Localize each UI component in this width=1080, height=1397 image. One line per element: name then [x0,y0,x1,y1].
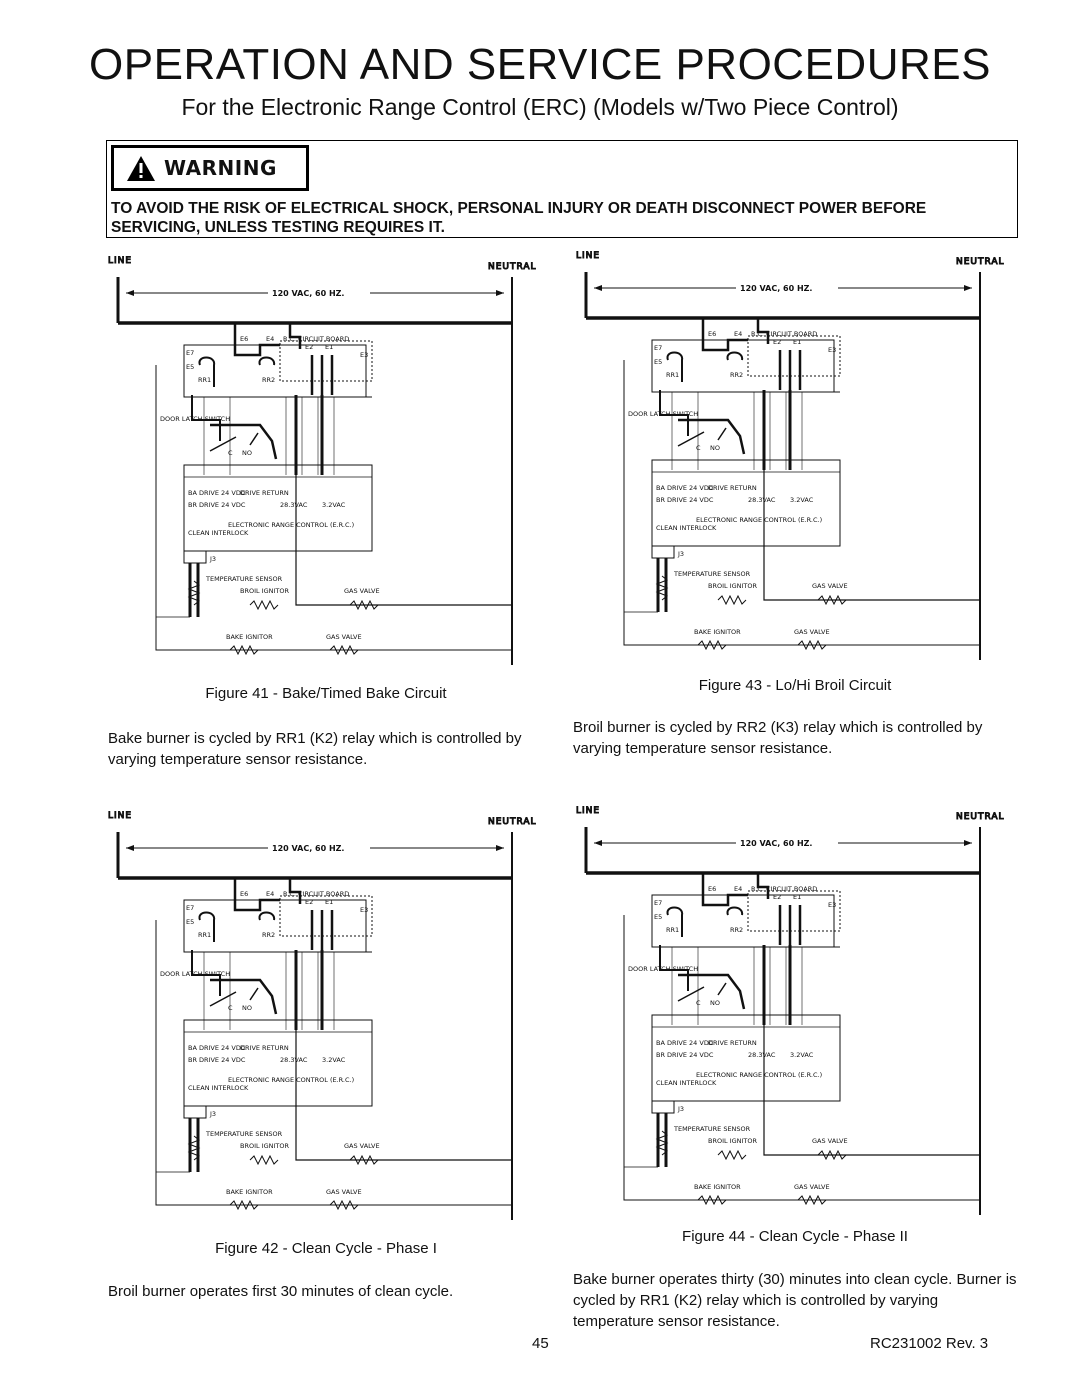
e1-label: E1 [325,343,334,351]
supply-label: 120 VAC, 60 HZ. [272,844,345,853]
figure-41-caption: Figure 41 - Bake/Timed Bake Circuit [205,685,447,702]
drive-return-label: DRIVE RETURN [708,1039,757,1047]
supply-label: 120 VAC, 60 HZ. [740,839,813,848]
rr2-label: RR2 [262,931,276,939]
gas-valve-label-2: GAS VALVE [326,633,362,641]
drive-return-label: DRIVE RETURN [240,1044,289,1052]
neutral-label: NEUTRAL [956,257,1005,267]
circuit-board-label: R.C. CIRCUIT BOARD [283,335,350,343]
line-label: LINE [576,251,601,261]
clean-interlock-label: CLEAN INTERLOCK [188,529,249,537]
e4-label: E4 [734,330,743,338]
v32-label: 3.2VAC [322,501,346,509]
broil-ignitor-label: BROIL IGNITOR [240,1142,290,1150]
clean-interlock-label: CLEAN INTERLOCK [656,524,717,532]
e5-label: E5 [654,913,663,921]
e1-label: E1 [793,893,802,901]
gas-valve-label: GAS VALVE [812,1137,848,1145]
v32-label: 3.2VAC [322,1056,346,1064]
supply-label: 120 VAC, 60 HZ. [272,289,345,298]
no-label: NO [242,449,252,457]
circuit-board-label: R.C. CIRCUIT BOARD [751,330,818,338]
j3-label: J3 [678,550,685,558]
j3-label: J3 [678,1105,685,1113]
door-latch-label: DOOR LATCH SWITCH [160,415,231,423]
e4-label: E4 [266,335,275,343]
e6-label: E6 [708,330,717,338]
circuit-board-label: R.C. CIRCUIT BOARD [283,890,350,898]
figure-42-diagram [100,800,540,1230]
br-drive-label: BR DRIVE 24 VDC [188,501,246,509]
bake-ignitor-label: BAKE IGNITOR [694,628,741,636]
bake-ignitor-label: BAKE IGNITOR [694,1183,741,1191]
e1-label: E1 [325,898,334,906]
e5-label: E5 [654,358,663,366]
br-drive-label: BR DRIVE 24 VDC [188,1056,246,1064]
figure-43-description: Broil burner is cycled by RR2 (K3) relay which is controlled by varying temperature sensor resistance. [573,719,983,757]
e7-label: E7 [186,904,195,912]
e3-label: E3 [828,346,837,354]
br-drive-label: BR DRIVE 24 VDC [656,496,714,504]
rr2-label: RR2 [262,376,276,384]
figure-44-description: Bake burner operates thirty (30) minutes into clean cycle. Burner is cycled by RR1 (K2) relay which is controlled by varying temperature sensor resistance. [573,1271,1017,1330]
c-label: C [696,444,701,452]
door-latch-label: DOOR LATCH SWITCH [160,970,231,978]
e3-label: E3 [360,906,369,914]
broil-ignitor-label: BROIL IGNITOR [708,582,758,590]
warning-box [106,140,1018,238]
e6-label: E6 [240,335,249,343]
e3-label: E3 [828,901,837,909]
v28-label: 28.3VAC [748,1051,776,1059]
gas-valve-label: GAS VALVE [344,1142,380,1150]
e5-label: E5 [186,918,195,926]
drive-return-label: DRIVE RETURN [240,489,289,497]
e4-label: E4 [266,890,275,898]
rr2-label: RR2 [730,371,744,379]
bake-ignitor-label: BAKE IGNITOR [226,1188,273,1196]
page-subtitle: For the Electronic Range Control (ERC) (Models w/Two Piece Control) [181,94,899,120]
no-label: NO [710,444,720,452]
temp-sensor-label: TEMPERATURE SENSOR [674,570,751,578]
page-title: OPERATION AND SERVICE PROCEDURES [89,40,991,89]
rr1-label: RR1 [666,371,680,379]
e2-label: E2 [305,898,314,906]
v28-label: 28.3VAC [280,501,308,509]
door-latch-label: DOOR LATCH SWITCH [628,410,699,418]
e2-label: E2 [305,343,314,351]
figure-44-caption: Figure 44 - Clean Cycle - Phase II [682,1228,908,1245]
warning-triangle-icon [126,155,156,182]
v28-label: 28.3VAC [280,1056,308,1064]
document-id: RC231002 Rev. 3 [870,1335,989,1352]
rr2-label: RR2 [730,926,744,934]
no-label: NO [242,1004,252,1012]
warning-text: TO AVOID THE RISK OF ELECTRICAL SHOCK, PERSONAL INJURY OR DEATH DISCONNECT POWER BEFORE SERVICING, UNLESS TESTING REQUIRES IT. [111,200,927,236]
page-number: 45 [532,1335,549,1352]
v28-label: 28.3VAC [748,496,776,504]
temp-sensor-label: TEMPERATURE SENSOR [674,1125,751,1133]
rr1-label: RR1 [198,931,212,939]
drive-return-label: DRIVE RETURN [708,484,757,492]
j3-label: J3 [210,555,217,563]
neutral-label: NEUTRAL [956,812,1005,822]
e7-label: E7 [654,899,663,907]
clean-interlock-label: CLEAN INTERLOCK [656,1079,717,1087]
gas-valve-label: GAS VALVE [344,587,380,595]
figure-43-diagram [568,240,1008,670]
warning-badge [111,145,309,191]
ba-drive-label: BA DRIVE 24 VDC [188,489,246,497]
figure-44-diagram [568,795,1008,1225]
figure-41-diagram [100,245,540,675]
wiring-schematic [100,800,540,1230]
v32-label: 3.2VAC [790,1051,814,1059]
erc-label: ELECTRONIC RANGE CONTROL (E.R.C.) [696,1071,823,1079]
gas-valve-label: GAS VALVE [812,582,848,590]
warning-badge-label: WARNING [164,156,277,180]
rr1-label: RR1 [666,926,680,934]
e1-label: E1 [793,338,802,346]
e7-label: E7 [186,349,195,357]
rr1-label: RR1 [198,376,212,384]
door-latch-label: DOOR LATCH SWITCH [628,965,699,973]
e2-label: E2 [773,893,782,901]
temp-sensor-label: TEMPERATURE SENSOR [206,1130,283,1138]
gas-valve-label-2: GAS VALVE [794,628,830,636]
figure-42-description: Broil burner operates first 30 minutes of clean cycle. [108,1283,454,1300]
e6-label: E6 [708,885,717,893]
line-label: LINE [108,811,133,821]
wiring-schematic [100,245,540,675]
line-label: LINE [576,806,601,816]
bake-ignitor-label: BAKE IGNITOR [226,633,273,641]
figure-43-caption: Figure 43 - Lo/Hi Broil Circuit [698,677,892,694]
c-label: C [228,449,233,457]
e7-label: E7 [654,344,663,352]
br-drive-label: BR DRIVE 24 VDC [656,1051,714,1059]
e3-label: E3 [360,351,369,359]
figure-41-description: Bake burner is cycled by RR1 (K2) relay which is controlled by varying temperature sensor resistance. [108,730,522,768]
wiring-schematic [568,240,1008,670]
figure-42-caption: Figure 42 - Clean Cycle - Phase I [215,1240,437,1257]
ba-drive-label: BA DRIVE 24 VDC [656,1039,714,1047]
no-label: NO [710,999,720,1007]
supply-label: 120 VAC, 60 HZ. [740,284,813,293]
neutral-label: NEUTRAL [488,817,537,827]
temp-sensor-label: TEMPERATURE SENSOR [206,575,283,583]
wiring-schematic [568,795,1008,1225]
circuit-board-label: R.C. CIRCUIT BOARD [751,885,818,893]
gas-valve-label-2: GAS VALVE [326,1188,362,1196]
v32-label: 3.2VAC [790,496,814,504]
broil-ignitor-label: BROIL IGNITOR [708,1137,758,1145]
ba-drive-label: BA DRIVE 24 VDC [188,1044,246,1052]
e5-label: E5 [186,363,195,371]
c-label: C [696,999,701,1007]
neutral-label: NEUTRAL [488,262,537,272]
c-label: C [228,1004,233,1012]
line-label: LINE [108,256,133,266]
e4-label: E4 [734,885,743,893]
clean-interlock-label: CLEAN INTERLOCK [188,1084,249,1092]
e2-label: E2 [773,338,782,346]
erc-label: ELECTRONIC RANGE CONTROL (E.R.C.) [228,1076,355,1084]
broil-ignitor-label: BROIL IGNITOR [240,587,290,595]
erc-label: ELECTRONIC RANGE CONTROL (E.R.C.) [696,516,823,524]
erc-label: ELECTRONIC RANGE CONTROL (E.R.C.) [228,521,355,529]
ba-drive-label: BA DRIVE 24 VDC [656,484,714,492]
gas-valve-label-2: GAS VALVE [794,1183,830,1191]
j3-label: J3 [210,1110,217,1118]
e6-label: E6 [240,890,249,898]
